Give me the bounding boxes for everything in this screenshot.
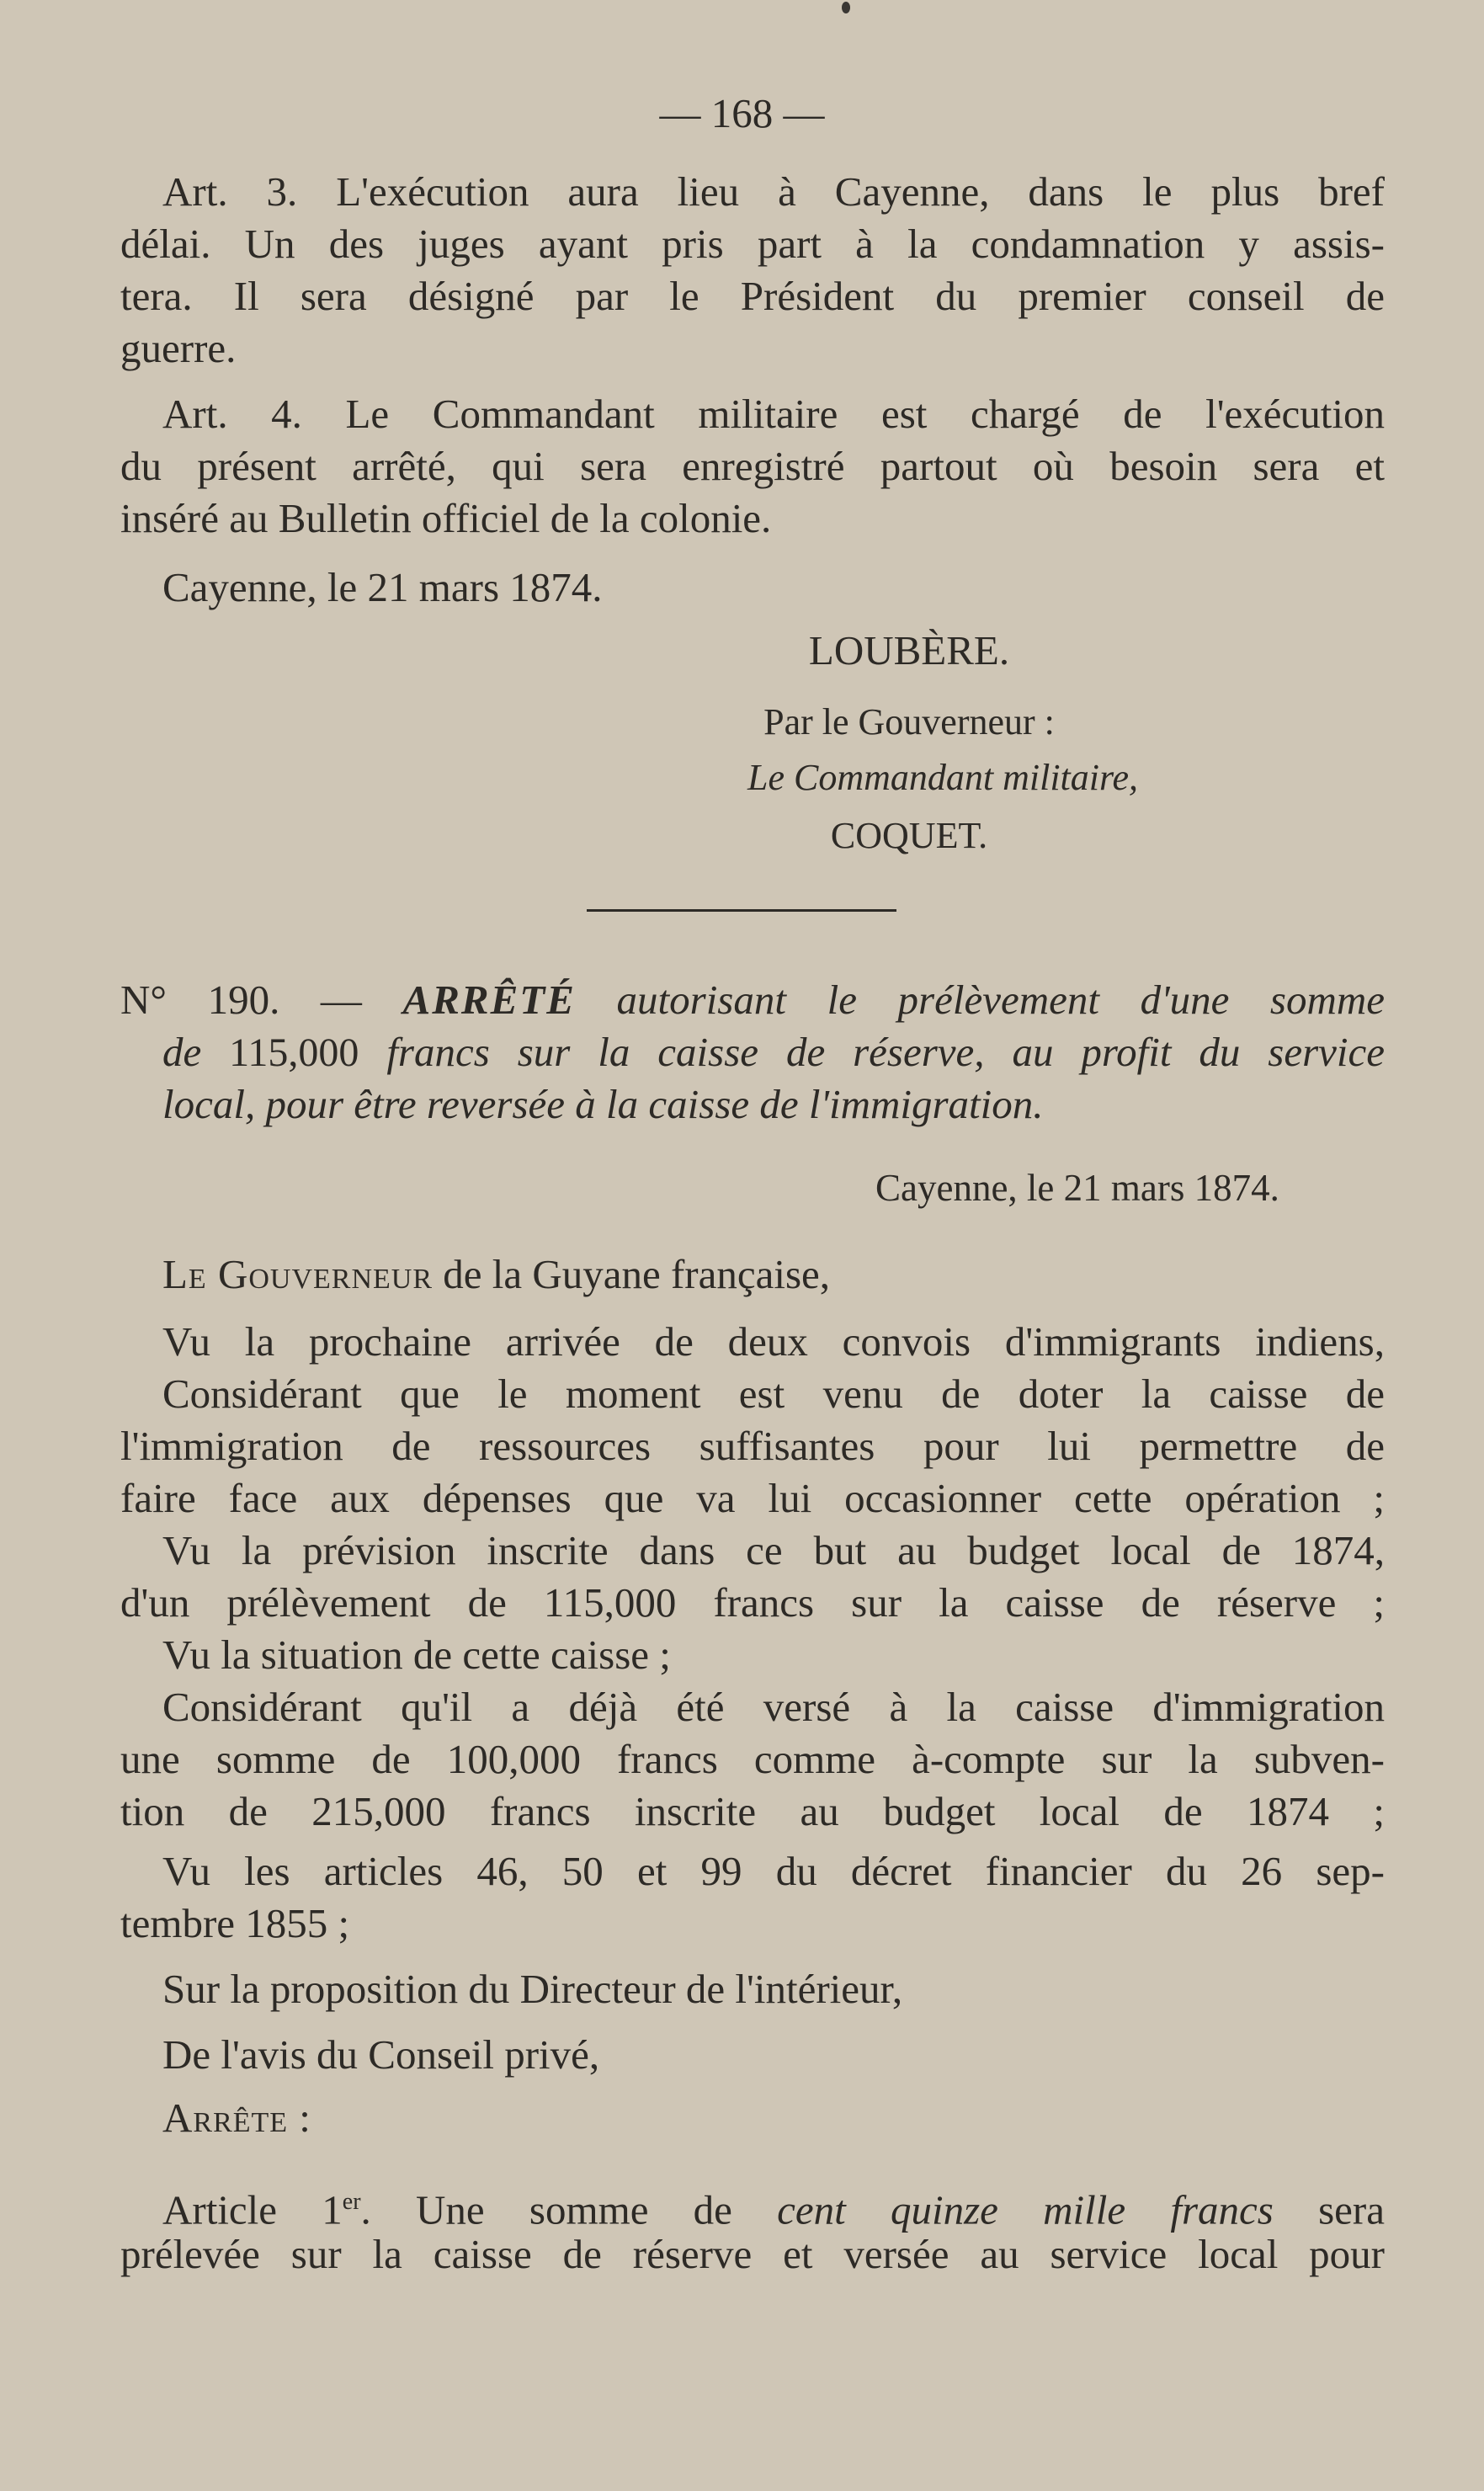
- decree-heading-l2-b: francs sur la caisse de réserve, au profit du service: [386, 1029, 1386, 1075]
- art4-line-1: Art. 4. Le Commandant militaire est chargé de l'exécution: [162, 391, 1385, 437]
- signoff-by-governor: Par le Gouverneur :: [763, 701, 1055, 743]
- article1-line-1: [162, 2176, 1385, 2233]
- signoff-place-date: Cayenne, le 21 mars 1874.: [162, 564, 603, 610]
- decree-proposition: Sur la proposition du Directeur de l'intérieur,: [162, 1966, 903, 2012]
- art3-line-2: délai. Un des juges ayant pris part à la condamnation y assis-: [120, 221, 1385, 267]
- art3-line-1: Art. 3. L'exécution aura lieu à Cayenne, dans le plus bref: [162, 168, 1385, 215]
- body-line-7: Vu la situation de cette caisse ;: [162, 1631, 671, 1678]
- body-line-2: Considérant que le moment est venu de doter la caisse de: [162, 1371, 1385, 1417]
- decree-avis: De l'avis du Conseil privé,: [162, 2031, 600, 2078]
- signoff-commander-title: Le Commandant militaire,: [747, 757, 1139, 798]
- art3-line-4: guerre.: [120, 325, 237, 371]
- signoff-governor: LOUBÈRE.: [808, 627, 1010, 673]
- decree-heading-line-2: [162, 1026, 1385, 1078]
- article1-a: . Une somme de: [360, 2186, 732, 2233]
- decree-governor-title: Le Gouverneur: [162, 1251, 433, 1297]
- body-line-12: tembre 1855 ;: [120, 1900, 350, 1946]
- art4-line-3: inséré au Bulletin officiel de la colonie.: [120, 495, 772, 541]
- body-line-6: d'un prélèvement de 115,000 francs sur la caisse de réserve ;: [120, 1579, 1385, 1626]
- decree-heading-amount: 115,000: [229, 1030, 359, 1075]
- decree-heading-line-1: [120, 974, 1385, 1026]
- decree-governor-line: [162, 1248, 1385, 1301]
- ink-speck: [842, 2, 850, 13]
- article1-line-2: prélevée sur la caisse de réserve et versée au service local pour: [120, 2231, 1385, 2277]
- decree-arrete: Arrête :: [162, 2094, 311, 2141]
- article1-b: sera: [1318, 2186, 1385, 2233]
- body-line-3: l'immigration de ressources suffisantes pour lui permettre de: [120, 1423, 1385, 1469]
- decree-heading-word: ARRÊTÉ: [402, 977, 576, 1023]
- article1-italic: cent quinze mille francs: [777, 2186, 1274, 2233]
- decree-heading-l1-rest: autorisant le prélèvement d'une somme: [616, 977, 1386, 1023]
- body-line-5: Vu la prévision inscrite dans ce but au budget local de 1874,: [162, 1527, 1385, 1573]
- signoff-commander-name: COQUET.: [830, 815, 988, 856]
- body-line-11: Vu les articles 46, 50 et 99 du décret financier du 26 sep-: [162, 1848, 1385, 1894]
- section-divider: [587, 909, 896, 912]
- body-line-10: tion de 215,000 francs inscrite au budget local de 1874 ;: [120, 1788, 1385, 1834]
- decree-date: Cayenne, le 21 mars 1874.: [875, 1167, 1279, 1209]
- decree-heading-line-3: local, pour être reversée à la caisse de l'immigration.: [162, 1081, 1044, 1127]
- decree-heading-l2-a: de: [162, 1029, 202, 1075]
- body-line-9: une somme de 100,000 francs comme à-compte sur la subven-: [120, 1736, 1385, 1782]
- art3-line-3: tera. Il sera désigné par le Président du premier conseil de: [120, 273, 1385, 319]
- body-line-1: Vu la prochaine arrivée de deux convois d'immigrants indiens,: [162, 1318, 1385, 1365]
- article1-label: Article 1: [162, 2186, 343, 2233]
- decree-number: N° 190. —: [120, 977, 362, 1023]
- page-number: — 168 —: [659, 90, 825, 136]
- body-line-8: Considérant qu'il a déjà été versé à la caisse d'immigration: [162, 1684, 1385, 1730]
- art4-line-2: du présent arrêté, qui sera enregistré partout où besoin sera et: [120, 443, 1385, 489]
- article1-sup: er: [342, 2189, 361, 2215]
- decree-governor-rest: de la Guyane française,: [443, 1251, 831, 1297]
- body-line-4: faire face aux dépenses que va lui occasionner cette opération ;: [120, 1475, 1385, 1521]
